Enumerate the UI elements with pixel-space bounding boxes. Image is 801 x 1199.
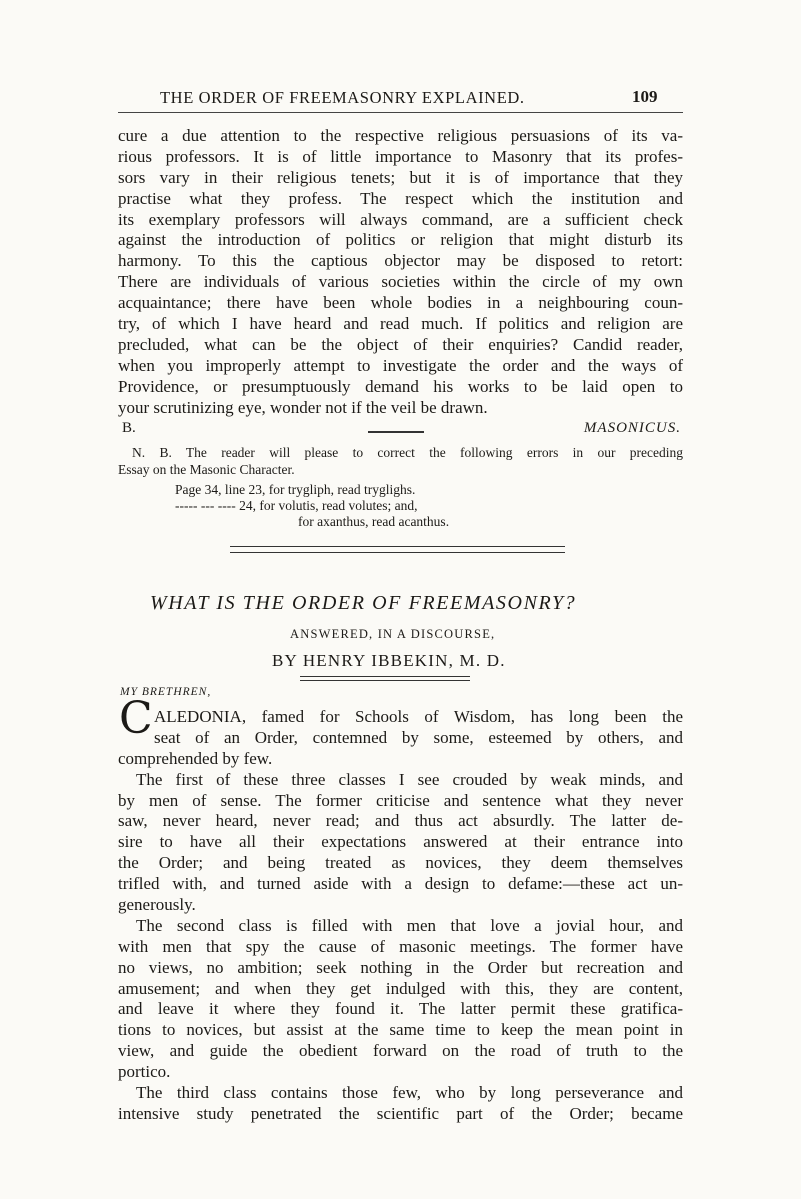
text-line: Providence, or presumptuously demand his works to be laid open to xyxy=(118,376,683,396)
text-line: The second class is filled with men that love a jovial hour, and xyxy=(136,915,683,935)
text-line: trifled with, and turned aside with a design to defame:—these act un- xyxy=(118,874,683,894)
text-line: There are individuals of various societies within the circle of my own xyxy=(118,272,683,292)
text-line: intensive study penetrated the scientific part of the Order; became xyxy=(118,1103,683,1123)
article-title: WHAT IS THE ORDER OF FREEMASONRY? xyxy=(150,592,577,614)
text-line: portico. xyxy=(118,1062,171,1082)
text-line: precluded, what can be the object of their enquiries? Candid reader, xyxy=(118,334,683,354)
text-line: tions to novices, but assist at the same time to keep the mean point in xyxy=(118,1020,683,1040)
salutation: MY BRETHREN, xyxy=(120,686,212,698)
errata-line: Page 34, line 23, for trygliph, read tryglighs. xyxy=(175,482,416,497)
text-line: cure a due attention to the respective religious persuasions of its va- xyxy=(118,126,683,145)
text-line: view, and guide the obedient forward on the road of truth to the xyxy=(118,1041,683,1061)
text-line: against the introduction of politics or religion that might disturb its xyxy=(118,230,683,250)
signature-name: MASONICUS. xyxy=(583,420,681,437)
signature-row xyxy=(118,418,683,438)
text-line: The third class contains those few, who by long perseverance and xyxy=(136,1083,683,1103)
article-divider xyxy=(230,546,565,553)
text-line: no views, no ambition; seek nothing in the Order but recreation and xyxy=(118,957,683,977)
article-byline: BY HENRY IBBEKIN, M. D. xyxy=(272,651,506,670)
note-line: Essay on the Masonic Character. xyxy=(118,462,295,477)
essay-text xyxy=(118,126,683,438)
text-line: sire to have all their expectations answered at their entrance into xyxy=(118,832,683,852)
text-line: with men that spy the cause of masonic meetings. The former have xyxy=(118,936,683,956)
text-line: comprehended by few. xyxy=(118,748,273,768)
running-head: THE ORDER OF FREEMASONRY EXPLAINED. xyxy=(160,88,525,107)
text-line: rious professors. It is of little importance to Masonry that its profes- xyxy=(118,146,683,166)
text-line: seat of an Order, contemned by some, esteemed by others, and xyxy=(154,727,683,747)
section-divider xyxy=(368,431,424,433)
header-rule xyxy=(118,112,683,113)
text-line: ALEDONIA, famed for Schools of Wisdom, has long been the xyxy=(154,707,683,726)
text-line: saw, never heard, never read; and thus act absurdly. The latter de- xyxy=(118,811,683,831)
byline-rule xyxy=(300,676,470,681)
text-line: its exemplary professors will always command, are a sufficient check xyxy=(118,209,683,229)
note-line: N. B. The reader will please to correct the following errors in our preceding xyxy=(132,445,683,460)
page-number: 109 xyxy=(632,87,658,106)
text-line: practise what they profess. The respect which the institution and xyxy=(118,188,683,208)
text-line: amusement; and when they get indulged with this, they are content, xyxy=(118,978,683,998)
text-line: your scrutinizing eye, wonder not if the veil be drawn. xyxy=(118,397,488,417)
text-line: generously. xyxy=(118,895,196,915)
text-line: acquaintance; there have been whole bodies in a neighbouring coun- xyxy=(118,293,683,313)
signature-initial: B. xyxy=(122,420,136,437)
text-line: by men of sense. The former criticise and sentence what they never xyxy=(118,790,683,810)
errata-line: for axanthus, read acanthus. xyxy=(298,514,450,529)
errata-note xyxy=(118,444,683,478)
article-subtitle: ANSWERED, IN A DISCOURSE, xyxy=(290,627,496,641)
text-line: The first of these three classes I see crouded by weak minds, and xyxy=(136,769,683,789)
drop-cap: C xyxy=(119,693,153,744)
text-line: the Order; and being treated as novices, they deem themselves xyxy=(118,853,683,873)
text-line: and leave it where they found it. The latter permit these gratifica- xyxy=(118,999,683,1019)
errata-line: ----- --- ---- 24, for volutis, read volutes; and, xyxy=(175,498,418,513)
text-line: sors vary in their religious tenets; but it is of importance that they xyxy=(118,167,683,187)
text-line: harmony. To this the captious objector may be disposed to retort: xyxy=(118,251,683,271)
text-line: try, of which I have heard and read much. If politics and religion are xyxy=(118,314,683,334)
discourse-text xyxy=(118,707,683,1125)
text-line: when you improperly attempt to investigate the order and the ways of xyxy=(118,355,683,375)
